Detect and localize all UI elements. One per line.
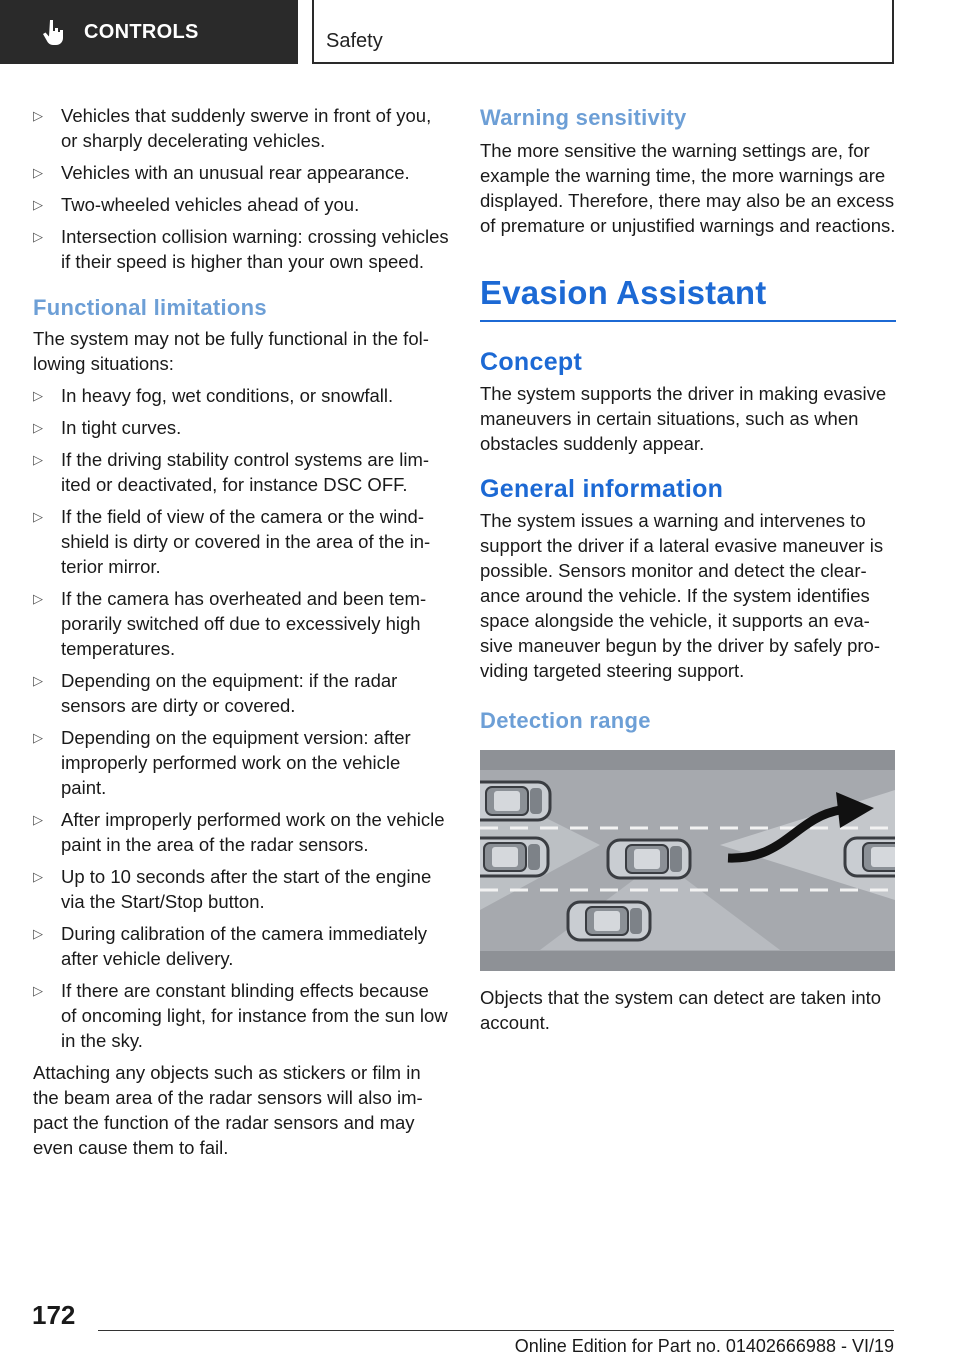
section-label: Safety — [326, 30, 383, 52]
warning-sensitivity-heading: Warning sensitivity — [480, 105, 687, 130]
list-item: ▷ Intersection collision warning: crossing vehicles if their speed is higher than your own speed. — [33, 226, 449, 272]
list-item: ▷ Up to 10 seconds after the start of the engine via the Start/Stop button. — [33, 866, 432, 912]
detected-objects-list — [33, 103, 449, 274]
list-item: ▷ If the camera has overheated and been temporarily switched off due to excessively high temperatures. — [33, 588, 427, 659]
triangle-bullet-icon: ▷ — [33, 926, 43, 941]
list-item: ▷ Vehicles that suddenly swerve in front of you, or sharply decelerating vehicles. — [33, 105, 432, 151]
left-column — [33, 103, 449, 1160]
triangle-bullet-icon: ▷ — [33, 165, 43, 180]
radar-sensor-note: Attaching any objects such as stickers or film in the beam area of the radar sensors will also impact the function of the radar sensors and may even cause them to fail. — [33, 1062, 423, 1158]
triangle-bullet-icon: ▷ — [33, 730, 43, 745]
functional-limitations-heading: Functional limitations — [33, 295, 267, 320]
triangle-bullet-icon: ▷ — [33, 197, 43, 212]
functional-limitations-intro: The system may not be fully functional in the following situations: — [33, 328, 429, 374]
list-item: ▷ In tight curves. — [33, 417, 182, 438]
list-item: ▷ If there are constant blinding effects because of oncoming light, for instance from the sun low in the sky. — [33, 980, 448, 1051]
list-item: ▷ During calibration of the camera immediately after vehicle delivery. — [33, 923, 428, 969]
list-item: ▷ Depending on the equipment: if the radar sensors are dirty or covered. — [33, 670, 398, 716]
concept-heading: Concept — [480, 348, 583, 376]
list-item: ▷ Vehicles with an unusual rear appearance. — [33, 162, 410, 183]
list-item: ▷ If the driving stability control systems are limited or deactivated, for instance DSC OFF. — [33, 449, 430, 495]
chapter-tab[interactable] — [0, 0, 298, 64]
general-information-heading: General information — [480, 475, 724, 503]
footer-rule — [98, 1330, 894, 1331]
detection-range-caption: Objects that the system can detect are taken into account. — [480, 987, 882, 1033]
right-column — [480, 103, 896, 1035]
section-header — [312, 0, 894, 64]
warning-sensitivity-text: The more sensitive the warning settings are, for example the warning time, the more warnings are displayed. Therefore, there may also be an excess of premature or unjustified warnings and reactions. — [480, 140, 896, 236]
triangle-bullet-icon: ▷ — [33, 812, 43, 827]
heading-rule — [480, 320, 896, 322]
triangle-bullet-icon: ▷ — [33, 509, 43, 524]
triangle-bullet-icon: ▷ — [33, 869, 43, 884]
triangle-bullet-icon: ▷ — [33, 452, 43, 467]
hand-pointer-icon — [42, 19, 66, 45]
list-item: ▷ Two-wheeled vehicles ahead of you. — [33, 194, 360, 215]
list-item: ▷ Depending on the equipment version: after improperly performed work on the vehicle paint. — [33, 727, 411, 798]
page-number: 172 — [32, 1300, 76, 1330]
evasion-assistant-heading: Evasion Assistant — [480, 274, 767, 311]
chapter-label: CONTROLS — [84, 20, 199, 43]
triangle-bullet-icon: ▷ — [33, 420, 43, 435]
general-information-text: The system issues a warning and intervenes to support the driver if a lateral evasive maneuver is possible. Sensors monitor and detect the clearance around the vehicle. If the system identifies space alongside the vehicle, it supports an evasive maneuver begun by the driver by safely providing targeted steering support. — [480, 510, 884, 681]
triangle-bullet-icon: ▷ — [33, 983, 43, 998]
triangle-bullet-icon: ▷ — [33, 229, 43, 244]
list-item: ▷ If the field of view of the camera or the windshield is dirty or covered in the area of the interior mirror. — [33, 506, 431, 577]
list-item: ▷ After improperly performed work on the vehicle paint in the area of the radar sensors. — [33, 809, 445, 855]
limitations-list — [33, 383, 449, 1053]
list-item: ▷ In heavy fog, wet conditions, or snowfall. — [33, 385, 394, 406]
triangle-bullet-icon: ▷ — [33, 673, 43, 688]
triangle-bullet-icon: ▷ — [33, 591, 43, 606]
edition-note: Online Edition for Part no. 01402666988 - VI/19 — [514, 1336, 894, 1356]
detection-range-diagram — [480, 750, 895, 971]
triangle-bullet-icon: ▷ — [33, 108, 43, 123]
concept-text: The system supports the driver in making evasive maneuvers in certain situations, such as when obstacles suddenly appear. — [480, 383, 887, 454]
detection-range-heading: Detection range — [480, 708, 651, 733]
triangle-bullet-icon: ▷ — [33, 388, 43, 403]
